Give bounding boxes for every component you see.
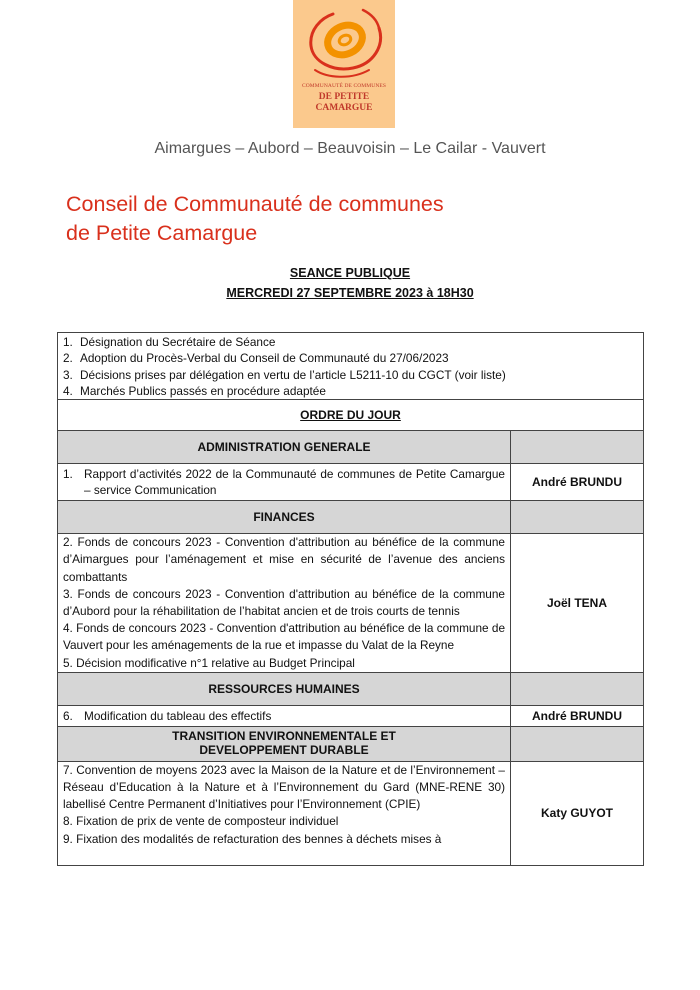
item-list [58,762,510,865]
table-row [58,464,644,501]
list-item: 3. Fonds de concours 2023 - Convention d'attribution au bénéfice de la commune d’Aubord pour la réhabilitation de l’habitat ancien et de trois courts de tennis [63,586,505,618]
item-text: Rapport d’activités 2022 de la Communauté de communes de Petite Camargue – service Communication [84,467,505,498]
presenter-admin: André BRUNDU [511,464,644,501]
presenter-rh: André BRUNDU [511,705,644,726]
item-number: 6. [63,708,73,723]
item-cell [58,464,511,501]
list-item: 5. Décision modificative n°1 relative au Budget Principal [63,655,355,670]
section-title-rh: RESSOURCES HUMAINES [58,672,511,705]
section-header-spacer [511,726,644,761]
list-item [58,334,643,350]
item-number: 1. [63,335,73,349]
table-row [58,761,644,865]
item-number: 4. [63,383,73,398]
section-header-transition [58,726,644,761]
ordre-du-jour-heading: ORDRE DU JOUR [58,400,644,431]
list-item: 8. Fixation de prix de vente de composteur individuel [63,814,339,829]
item-text: Modification du tableau des effectifs [84,708,272,723]
preliminary-cell [58,333,644,400]
section-header-admin [58,431,644,464]
section-title-line2: DEVELOPPEMENT DURABLE [199,743,369,758]
list-item: 4. Fonds de concours 2023 - Convention d'attribution au bénéfice de la commune de Vauvert pour les aménagements de la rue et impasse du Valat de la Reyne [63,621,505,653]
item-number: 2. [63,351,73,366]
page-title [66,190,444,248]
section-header-rh [58,672,644,705]
logo-swirl-icon [293,0,395,84]
logo [293,0,395,128]
title-line1: Conseil de Communauté de communes [66,192,444,216]
logo-line3: CAMARGUE [315,103,373,113]
towns-line: Aimargues – Aubord – Beauvoisin – Le Cailar - Vauvert [154,140,546,157]
item-cell [58,761,511,865]
logo-line1: COMMUNAUTÉ DE COMMUNES [301,83,387,89]
ordre-du-jour-row [58,400,644,431]
agenda-table [57,332,644,866]
preliminary-row [58,333,644,400]
item-number: 3. [63,367,73,382]
presenter-finances: Joël TENA [511,534,644,673]
item-text: Adoption du Procès-Verbal du Conseil de Communauté du 27/06/2023 [80,351,449,366]
list-item [58,367,643,383]
title-line2: de Petite Camargue [66,221,258,245]
list-item [63,831,505,865]
item-text: 9. Fixation des modalités de refacturation des bennes à déchets mises à [63,831,442,846]
item-text: Marchés Publics passés en procédure adaptée [80,383,326,398]
list-item [58,464,510,500]
list-item [58,350,643,366]
logo-line2: DE PETITE [318,92,370,102]
item-number: 1. [63,467,73,482]
list-item: 2. Fonds de concours 2023 - Convention d'attribution au bénéfice de la commune d’Aimargues pour l’aménagement et mise en sécurité de l’avenue des anciens combattants [63,535,505,584]
section-title-admin: ADMINISTRATION GENERALE [58,431,511,464]
section-header-spacer [511,501,644,534]
table-row [58,534,644,673]
section-title-line1: TRANSITION ENVIRONNEMENTALE ET [172,728,396,743]
list-item [58,383,643,399]
section-header-finances [58,501,644,534]
section-header-spacer [511,672,644,705]
seance-date: MERCREDI 27 SEPTEMBRE 2023 à 18H30 [226,286,474,300]
seance-type: SEANCE PUBLIQUE [289,266,411,280]
presenter-transition: Katy GUYOT [511,761,644,865]
list-item: 7. Convention de moyens 2023 avec la Maison de la Nature et de l’Environnement – Réseau d’Education à la Nature et à l’Environnement du Gard (MNE-RENE 30) labellisé Centre Permanent d’Initiatives pour l’Environnement (CPIE) [63,762,505,812]
item-list [58,534,510,672]
section-title-transition [58,726,511,761]
item-text: Désignation du Secrétaire de Séance [80,335,276,349]
item-cell [58,534,511,673]
section-header-spacer [511,431,644,464]
section-title-finances: FINANCES [58,501,511,534]
list-item [58,706,510,726]
item-text: Décisions prises par délégation en vertu de l’article L5211-10 du CGCT (voir liste) [80,367,506,382]
table-row [58,705,644,726]
item-cell [58,705,511,726]
